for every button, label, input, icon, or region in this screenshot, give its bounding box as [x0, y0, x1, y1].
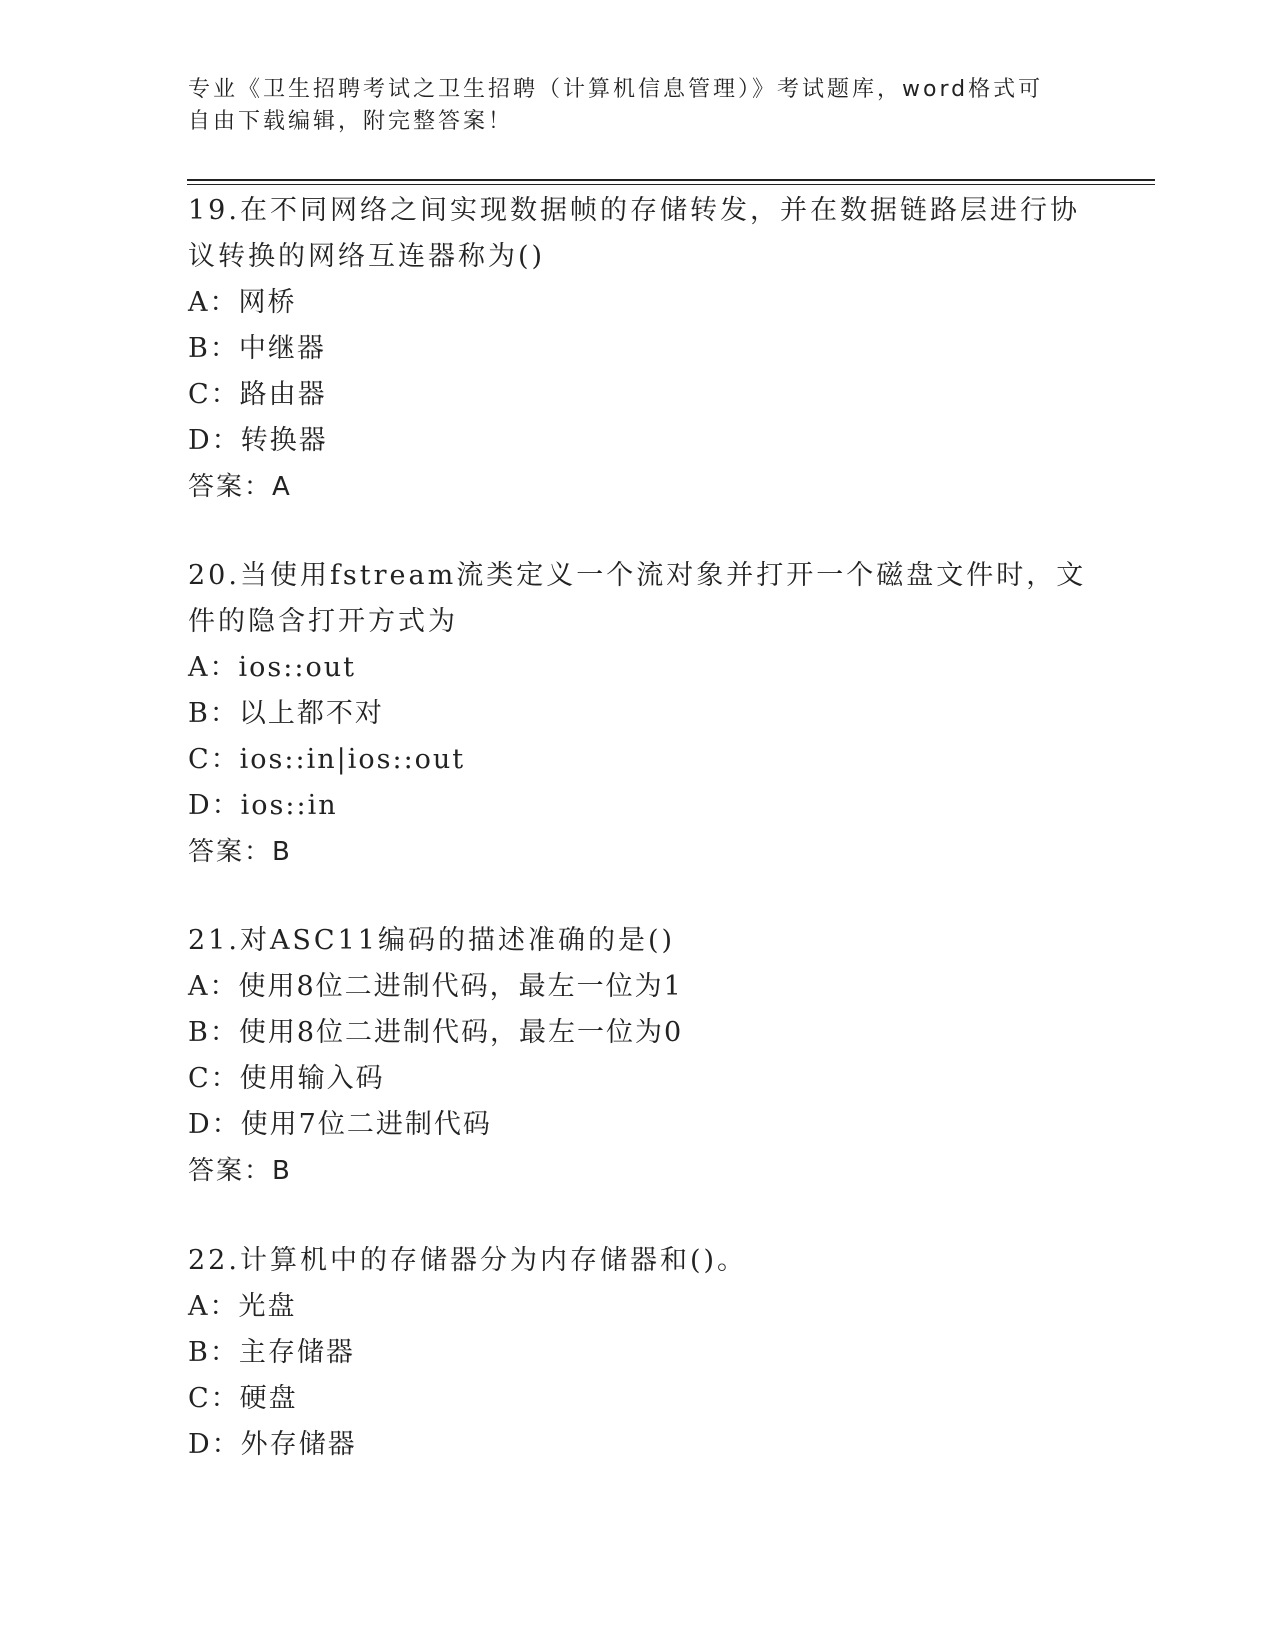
answer-line: 答案：B [188, 1156, 292, 1186]
option-d: D：ios::in [188, 790, 338, 821]
header-divider-thick [187, 179, 1155, 181]
option-b: B：以上都不对 [188, 698, 384, 729]
option-c: C：使用输入码 [188, 1063, 385, 1094]
option-d: D：转换器 [188, 425, 328, 456]
option-a: A：光盘 [188, 1291, 297, 1322]
question-20 [188, 553, 1088, 875]
option-a: A：使用8位二进制代码，最左一位为1 [188, 971, 683, 1002]
question-stem: 19.在不同网络之间实现数据帧的存储转发，并在数据链路层进行协议转换的网络互连器称为() [188, 195, 1080, 272]
option-d: D：外存储器 [188, 1429, 357, 1460]
option-d: D：使用7位二进制代码 [188, 1109, 492, 1140]
option-b: B：主存储器 [188, 1337, 355, 1368]
answer-line: 答案：B [188, 837, 292, 867]
option-a: A：网桥 [188, 287, 297, 318]
option-c: C：路由器 [188, 379, 327, 410]
option-c: C：ios::in|ios::out [188, 744, 466, 775]
answer-line: 答案：A [188, 472, 292, 502]
question-stem: 20.当使用fstream流类定义一个流对象并打开一个磁盘文件时，文件的隐含打开方式为 [188, 560, 1087, 637]
question-stem: 22.计算机中的存储器分为内存储器和()。 [188, 1245, 748, 1276]
question-21 [188, 918, 1088, 1194]
option-a: A：ios::out [188, 652, 356, 683]
option-c: C：硬盘 [188, 1383, 298, 1414]
header-divider-thin [187, 184, 1155, 185]
question-19 [188, 188, 1088, 510]
question-stem: 21.对ASC11编码的描述准确的是() [188, 925, 676, 956]
question-22 [188, 1238, 1088, 1468]
document-header: 专业《卫生招聘考试之卫生招聘（计算机信息管理）》考试题库，word格式可自由下载编辑，附完整答案！ [188, 77, 1044, 134]
option-b: B：中继器 [188, 333, 326, 364]
option-b: B：使用8位二进制代码，最左一位为0 [188, 1017, 684, 1048]
